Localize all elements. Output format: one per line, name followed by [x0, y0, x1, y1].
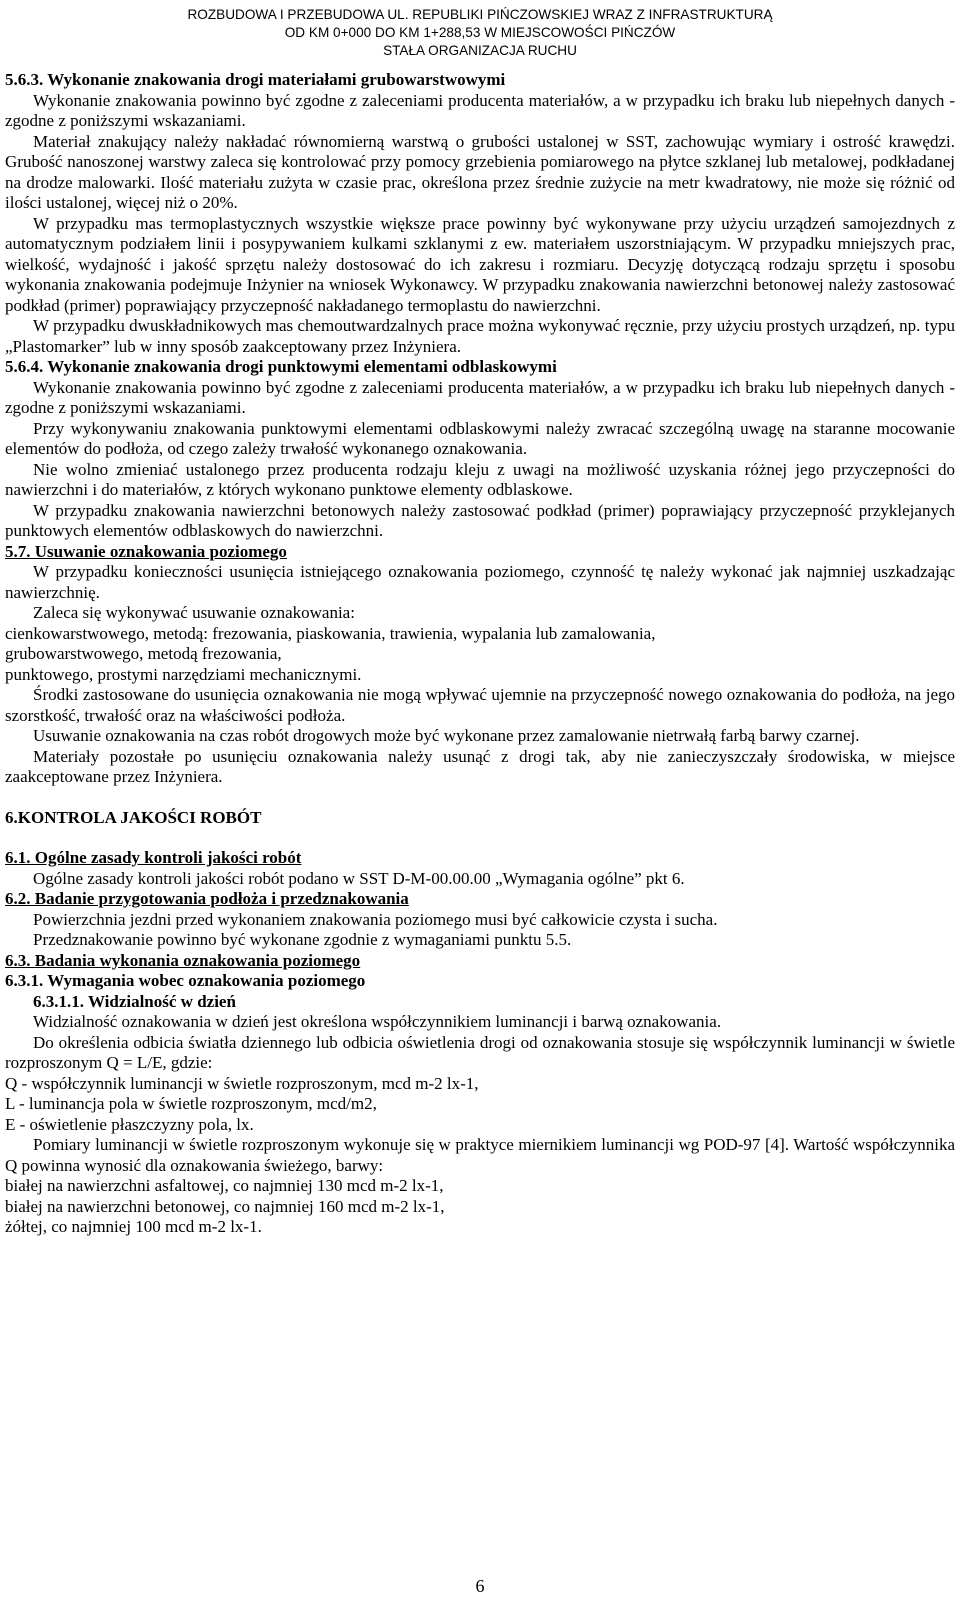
section-heading-6-3-1: 6.3.1. Wymagania wobec oznakowania poziomego: [5, 971, 366, 990]
document-body: [5, 70, 955, 1238]
definition-line: E - oświetlenie płaszczyzny pola, lx.: [5, 1114, 254, 1134]
paragraph: Wykonanie znakowania powinno być zgodne z zaleceniami producenta materiałów, a w przypadku ich braku lub niepełnych danych - zgodne z poniższymi wskazaniami.: [5, 90, 955, 130]
page-number: 6: [475, 1576, 485, 1596]
value-line: żółtej, co najmniej 100 mcd m-2 lx-1.: [5, 1217, 262, 1236]
chapter-heading-6: 6.KONTROLA JAKOŚCI ROBÓT: [5, 807, 262, 827]
paragraph: W przypadku mas termoplastycznych wszystkie większe prace powinny być wykonywane przy użyciu urządzeń samojezdnych z automatycznym podziałem linii i posypywaniem kulkami szklanymi z ew. materiałem uszorstniającym. W przypadku mniejszych prac, wielkość, wydajność i jakość sprzętu należy dostosować do ich zakresu i rozmiaru. Decyzję dotyczącą rodzaju sprzętu i sposobu wykonania znakowania podejmuje Inżynier na wniosek Wykonawcy. W przypadku znakowania nawierzchni betonowej należy zastosować podkład (primer) poprawiający przyczepność nakładanego termoplastu do nawierzchni.: [5, 213, 955, 315]
paragraph: Ogólne zasady kontroli jakości robót podano w SST D-M-00.00.00 „Wymagania ogólne” pkt 6.: [33, 868, 685, 888]
definition-line: L - luminancja pola w świetle rozproszonym, mcd/m2,: [5, 1094, 377, 1113]
section-heading-6-2: 6.2. Badanie przygotowania podłoża i przedznakowania: [5, 889, 409, 908]
paragraph: Środki zastosowane do usunięcia oznakowania nie mogą wpływać ujemnie na przyczepność nowego oznakowania do podłoża, na jego szorstkość, trwałość oraz na właściwości podłoża.: [5, 685, 955, 725]
paragraph: Powierzchnia jezdni przed wykonaniem znakowania poziomego musi być całkowicie czysta i sucha.: [33, 909, 718, 929]
section-heading-6-1: 6.1. Ogólne zasady kontroli jakości robót: [5, 848, 302, 867]
paragraph: Pomiary luminancji w świetle rozproszonym wykonuje się w praktyce miernikiem luminancji wg POD-97 [4]. Wartość współczynnika Q powinna wynosić dla oznakowania świeżego, barwy:: [5, 1135, 955, 1175]
paragraph: Widzialność oznakowania w dzień jest określona współczynnikiem luminancji i barwą oznakowania.: [33, 1012, 722, 1031]
header-line-1: ROZBUDOWA I PRZEBUDOWA UL. REPUBLIKI PIŃCZOWSKIEJ WRAZ Z INFRASTRUKTURĄ: [187, 7, 773, 22]
paragraph: Przy wykonywaniu znakowania punktowymi elementami odblaskowymi należy zwracać szczególną uwagę na staranne mocowanie elementów do podłoża, od czego zależy trwałość wykonanego oznakowania.: [5, 418, 955, 458]
paragraph: Do określenia odbicia światła dziennego lub odbicia oświetlenia drogi od oznakowania stosuje się współczynnik luminancji w świetle rozproszonym Q = L/E, gdzie:: [5, 1032, 955, 1072]
header-line-2: OD KM 0+000 DO KM 1+288,53 W MIEJSCOWOŚCI PIŃCZÓW: [284, 25, 676, 40]
section-heading-6-3-1-1: 6.3.1.1. Widzialność w dzień: [33, 991, 236, 1011]
paragraph: Zaleca się wykonywać usuwanie oznakowania:: [33, 603, 355, 622]
section-heading-5-6-4: 5.6.4. Wykonanie znakowania drogi punktowymi elementami odblaskowymi: [5, 357, 557, 376]
paragraph: W przypadku dwuskładnikowych mas chemoutwardzalnych prace można wykonywać ręcznie, przy użyciu prostych urządzeń, np. typu „Plastomarker” lub w inny sposób zaakceptowany przez Inżyniera.: [5, 316, 955, 356]
paragraph: Przedznakowanie powinno być wykonane zgodnie z wymaganiami punktu 5.5.: [33, 930, 572, 949]
paragraph: Materiał znakujący należy nakładać równomierną warstwą o grubości ustalonej w SST, zachowując wymiary i ostrość krawędzi. Grubość nanoszonej warstwy zaleca się kontrolować przy pomocy grzebienia pomiarowego na płytce szklanej lub metalowej, podkładanej na drodze malowarki. Ilość materiału zużyta w czasie prac, określona przez średnie zużycie na metr kwadratowy, nie może się różnić od ilości ustalonej, więcej niż o 20%.: [5, 131, 955, 212]
definition-line: Q - współczynnik luminancji w świetle rozproszonym, mcd m-2 lx-1,: [5, 1073, 479, 1093]
header-line-3: STAŁA ORGANIZACJA RUCHU: [383, 43, 577, 58]
paragraph: W przypadku znakowania nawierzchni betonowych należy zastosować podkład (primer) poprawiający przyczepność przyklejanych punktowych elementów odblaskowych do nawierzchni.: [5, 500, 955, 540]
paragraph: Nie wolno zmieniać ustalonego przez producenta rodzaju kleju z uwagi na możliwość uzyskania różnej jego przyczepności do nawierzchni i do materiałów, z których wykonano punktowe elementy odblaskowe.: [5, 459, 955, 499]
section-heading-5-7: 5.7. Usuwanie oznakowania poziomego: [5, 541, 287, 561]
value-line: białej na nawierzchni asfaltowej, co najmniej 130 mcd m-2 lx-1,: [5, 1176, 444, 1195]
paragraph: Wykonanie znakowania powinno być zgodne z zaleceniami producenta materiałów, a w przypadku ich braku lub niepełnych danych - zgodne z poniższymi wskazaniami.: [5, 377, 955, 417]
list-item: cienkowarstwowego, metodą: frezowania, piaskowania, trawienia, wypalania lub zamalowania,: [5, 623, 656, 643]
paragraph: Materiały pozostałe po usunięciu oznakowania należy usunąć z drogi tak, aby nie zanieczyszczały środowiska, w miejsce zaakceptowane przez Inżyniera.: [5, 746, 955, 786]
page-header: [0, 6, 960, 60]
value-line: białej na nawierzchni betonowej, co najmniej 160 mcd m-2 lx-1,: [5, 1196, 445, 1216]
paragraph: W przypadku konieczności usunięcia istniejącego oznakowania poziomego, czynność tę należy wykonać jak najmniej uszkadzając nawierzchnię.: [5, 562, 955, 602]
section-heading-6-3: 6.3. Badania wykonania oznakowania poziomego: [5, 950, 361, 970]
list-item: punktowego, prostymi narzędziami mechanicznymi.: [5, 664, 362, 684]
list-item: grubowarstwowego, metodą frezowania,: [5, 644, 282, 663]
paragraph: Usuwanie oznakowania na czas robót drogowych może być wykonane przez zamalowanie nietrwałą farbą barwy czarnej.: [33, 726, 860, 745]
section-heading-5-6-3: 5.6.3. Wykonanie znakowania drogi materiałami grubowarstwowymi: [5, 70, 506, 89]
